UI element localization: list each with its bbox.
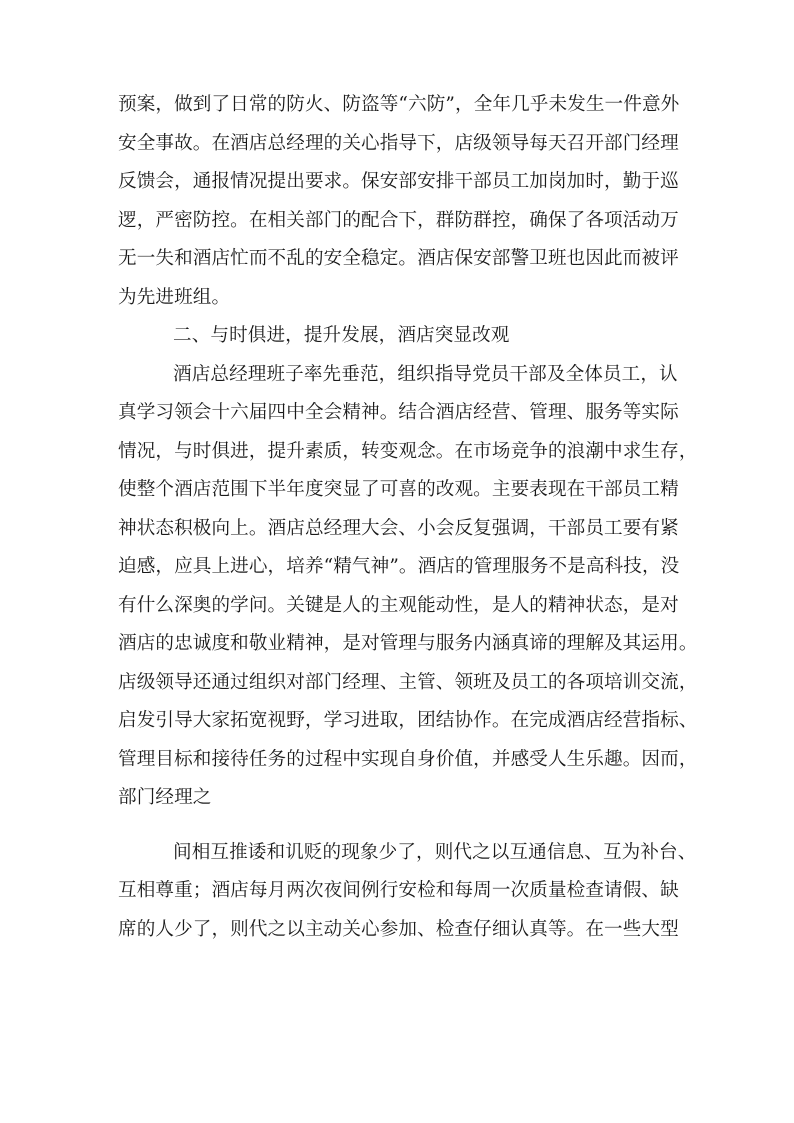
text-line: 启发引导大家拓宽视野，学习进取，团结协作。在完成酒店经营指标、 (118, 710, 698, 731)
text-line: 有什么深奥的学问。关键是人的主观能动性，是人的精神状态，是对 (118, 594, 679, 616)
text-line: 互相尊重；酒店每月两次夜间例行安检和每周一次质量检查请假、缺 (118, 880, 679, 901)
text-line: 反馈会，通报情况提出要求。保安部安排干部员工加岗加时，勤于巡 (118, 171, 679, 192)
body-text (118, 86, 698, 949)
text-line: 无一失和酒店忙而不乱的安全稳定。酒店保安部警卫班也因此而被评 (118, 248, 679, 269)
text-line: 酒店的忠诚度和敬业精神，是对管理与服务内涵真谛的理解及其运用。 (118, 633, 698, 654)
text-line: 管理目标和接待任务的过程中实现自身价值，并感受人生乐趣。因而， (118, 748, 698, 770)
text-line: 安全事故。在酒店总经理的关心指导下，店级领导每天召开部门经理 (118, 132, 679, 154)
text-line: 逻，严密防控。在相关部门的配合下，群防群控，确保了各项活动万 (118, 209, 679, 231)
text-line: 为先进班组。 (118, 286, 231, 308)
text-line: 部门经理之 (118, 787, 212, 808)
text-line: 迫感，应具上进心，培养“精气神”。酒店的管理服务不是高科技，没 (118, 556, 680, 577)
paragraph-start: 酒店总经理班子率先垂范，组织指导党员干部及全体员工，认 (173, 363, 678, 385)
text-line: 席的人少了，则代之以主动关心参加、检查仔细认真等。在一些大型 (118, 918, 679, 940)
paragraph-gap (118, 818, 678, 834)
text-line: 预案，做到了日常的防火、防盗等“六防”，全年几乎未发生一件意外 (118, 94, 680, 115)
text-line: 店级领导还通过组织对部门经理、主管、领班及员工的各项培训交流， (118, 671, 698, 693)
paragraph-start: 间相互推诿和讥贬的现象少了，则代之以互通信息、互为补台、 (173, 841, 697, 863)
text-line: 真学习领会十六届四中全会精神。结合酒店经营、管理、服务等实际 (118, 402, 679, 423)
text-line: 情况，与时俱进，提升素质，转变观念。在市场竞争的浪潮中求生存， (118, 440, 698, 462)
section-heading: 二、与时俱进，提升发展，酒店突显改观 (173, 325, 510, 346)
text-line: 神状态积极向上。酒店总经理大会、小会反复强调，干部员工要有紧 (118, 517, 679, 539)
text-line: 使整个酒店范围下半年度突显了可喜的改观。主要表现在干部员工精 (118, 479, 679, 500)
